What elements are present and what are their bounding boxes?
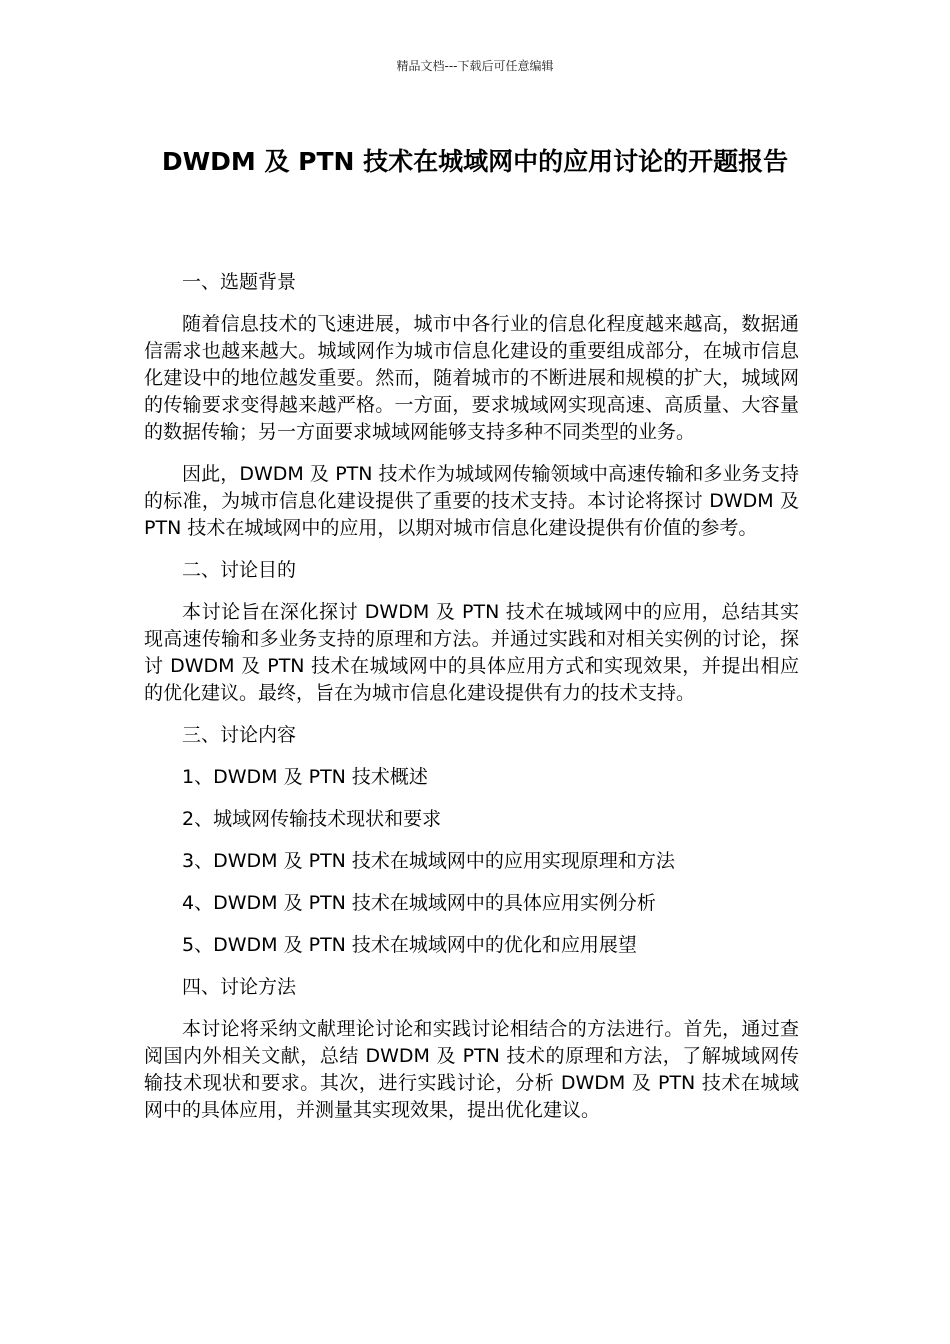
document-title: DWDM 及 PTN 技术在城域网中的应用讨论的开题报告 <box>161 147 789 176</box>
page-header-note: 精品文档---下载后可任意编辑 <box>396 59 554 73</box>
paragraph-background-2: 因此，DWDM 及 PTN 技术作为城域网传输领域中高速传输和多业务支持的标准，为城市信息化建设提供了重要的技术支持。本讨论将探讨 DWDM 及 PTN 技术在城域网中的应用，以期对城市信息化建设提供有价值的参考。 <box>144 463 799 539</box>
content-list-item: 5、DWDM 及 PTN 技术在城域网中的优化和应用展望 <box>182 934 637 956</box>
paragraph-purpose: 本讨论旨在深化探讨 DWDM 及 PTN 技术在城域网中的应用，总结其实现高速传输和多业务支持的原理和方法。并通过实践和对相关实例的讨论，探讨 DWDM 及 PTN 技术在城域网中的具体应用方式和实现效果，并提出相应的优化建议。最终，旨在为城市信息化建设提供有力的技术支持。 <box>144 601 799 704</box>
document-body <box>144 269 799 1139</box>
section-heading-method: 四、讨论方法 <box>182 976 297 998</box>
paragraph-method: 本讨论将采纳文献理论讨论和实践讨论相结合的方法进行。首先，通过查阅国内外相关文献，总结 DWDM 及 PTN 技术的原理和方法，了解城域网传输技术现状和要求。其次，进行实践讨论，分析 DWDM 及 PTN 技术在城域网中的具体应用，并测量其实现效果，提出优化建议。 <box>144 1018 799 1121</box>
content-list-item: 4、DWDM 及 PTN 技术在城域网中的具体应用实例分析 <box>182 892 656 914</box>
paragraph-background-1: 随着信息技术的飞速进展，城市中各行业的信息化程度越来越高，数据通信需求也越来越大。城域网作为城市信息化建设的重要组成部分，在城市信息化建设中的地位越发重要。然而，随着城市的不断进展和规模的扩大，城域网的传输要求变得越来越严格。一方面，要求城域网实现高速、高质量、大容量的数据传输；另一方面要求城域网能够支持多种不同类型的业务。 <box>144 313 799 443</box>
section-heading-background: 一、选题背景 <box>182 271 297 293</box>
content-list-item: 2、城域网传输技术现状和要求 <box>182 808 442 830</box>
section-heading-content: 三、讨论内容 <box>182 724 297 746</box>
content-list-item: 1、DWDM 及 PTN 技术概述 <box>182 766 428 788</box>
content-list-item: 3、DWDM 及 PTN 技术在城域网中的应用实现原理和方法 <box>182 850 675 872</box>
section-heading-purpose: 二、讨论目的 <box>182 559 297 581</box>
